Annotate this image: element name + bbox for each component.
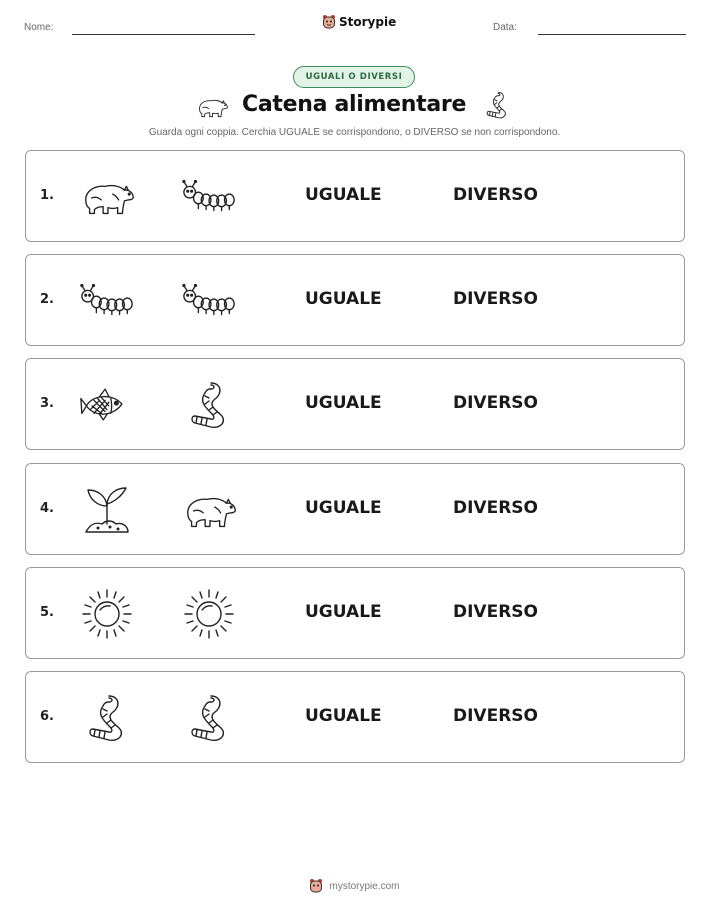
pair-row bbox=[25, 254, 685, 346]
worm-icon bbox=[483, 90, 511, 124]
different-option[interactable]: DIVERSO bbox=[453, 602, 538, 622]
caterpillar-icon bbox=[180, 169, 238, 225]
brand-name: Storypie bbox=[339, 15, 397, 29]
row-number: 1. bbox=[40, 188, 54, 203]
same-option[interactable]: UGUALE bbox=[305, 706, 382, 726]
same-option[interactable]: UGUALE bbox=[305, 393, 382, 413]
title-row bbox=[0, 90, 709, 124]
row-number: 3. bbox=[40, 396, 54, 411]
pair-row bbox=[25, 150, 685, 242]
polar-bear-icon bbox=[78, 169, 136, 225]
footer-url[interactable]: mystorypie.com bbox=[329, 880, 400, 892]
sprout-icon bbox=[78, 482, 136, 538]
date-line[interactable] bbox=[538, 34, 686, 35]
date-label: Data: bbox=[493, 22, 517, 33]
row-number: 5. bbox=[40, 605, 54, 620]
same-option[interactable]: UGUALE bbox=[305, 602, 382, 622]
worm-icon bbox=[78, 690, 136, 746]
fish-icon bbox=[78, 377, 136, 433]
different-option[interactable]: DIVERSO bbox=[453, 289, 538, 309]
worm-icon bbox=[180, 690, 238, 746]
different-option[interactable]: DIVERSO bbox=[453, 185, 538, 205]
pair-row bbox=[25, 358, 685, 450]
pair-row bbox=[25, 567, 685, 659]
pair-row bbox=[25, 671, 685, 763]
polar-bear-icon bbox=[180, 482, 238, 538]
different-option[interactable]: DIVERSO bbox=[453, 706, 538, 726]
row-number: 2. bbox=[40, 292, 54, 307]
worksheet-title: Catena alimentare bbox=[242, 92, 467, 117]
polar-bear-icon bbox=[195, 94, 229, 124]
same-option[interactable]: UGUALE bbox=[305, 498, 382, 518]
caterpillar-icon bbox=[180, 273, 238, 329]
same-option[interactable]: UGUALE bbox=[305, 289, 382, 309]
same-option[interactable]: UGUALE bbox=[305, 185, 382, 205]
caterpillar-icon bbox=[78, 273, 136, 329]
instructions-text: Guarda ogni coppia. Cerchia UGUALE se corrispondono, o DIVERSO se non corrispondono. bbox=[148, 127, 561, 138]
storypie-mascot-icon bbox=[309, 878, 323, 894]
different-option[interactable]: DIVERSO bbox=[453, 498, 538, 518]
row-number: 6. bbox=[40, 709, 54, 724]
brand-logo bbox=[322, 14, 396, 30]
footer bbox=[0, 878, 709, 894]
storypie-mascot-icon bbox=[322, 14, 336, 30]
worksheet-header bbox=[0, 14, 709, 38]
sun-icon bbox=[78, 586, 136, 642]
pair-row bbox=[25, 463, 685, 555]
activity-badge: UGUALI O DIVERSI bbox=[293, 66, 415, 88]
row-number: 4. bbox=[40, 501, 54, 516]
name-line[interactable] bbox=[72, 34, 255, 35]
different-option[interactable]: DIVERSO bbox=[453, 393, 538, 413]
name-label: Nome: bbox=[24, 22, 54, 33]
sun-icon bbox=[180, 586, 238, 642]
worm-icon bbox=[180, 377, 238, 433]
